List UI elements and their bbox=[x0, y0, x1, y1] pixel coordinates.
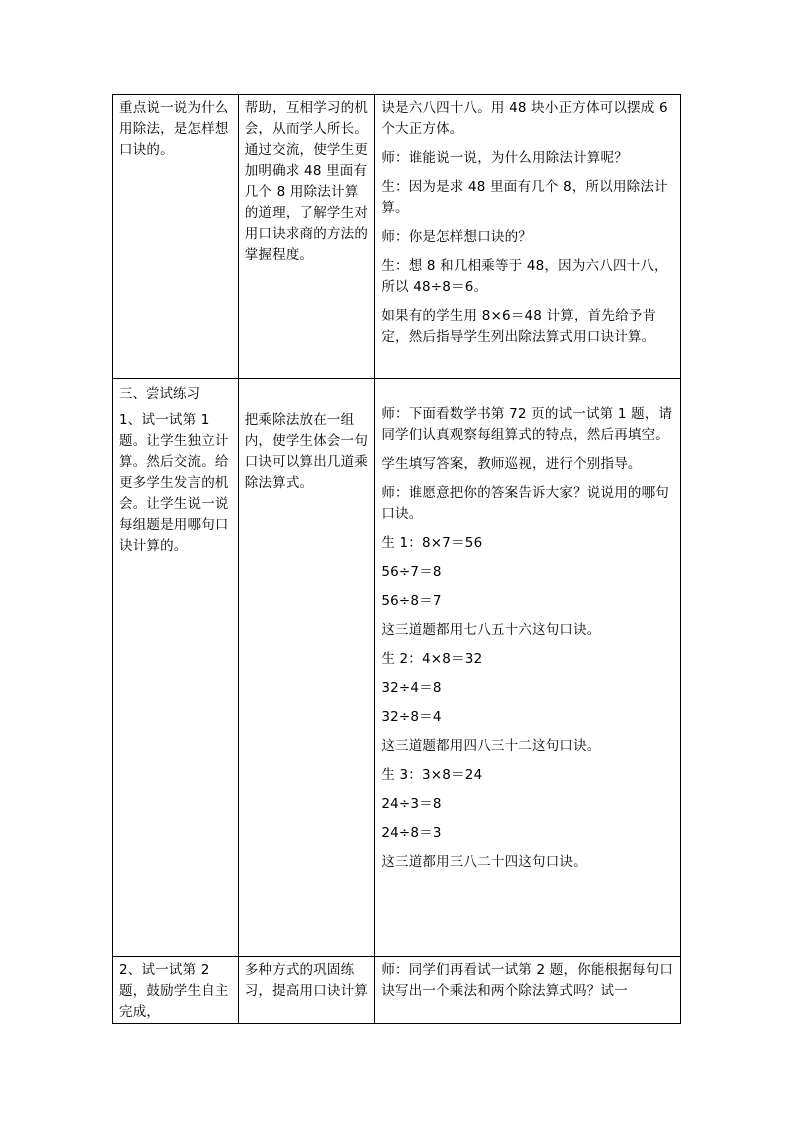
goal-text: 重点说一说为什么用除法，是怎样想口诀的。 bbox=[119, 100, 229, 158]
goal-text: 1、试一试第 1 题。让学生独立计算。然后交流。给更多学生发言的机会。让学生说一说每组题是用哪句口诀计算的。 bbox=[119, 412, 229, 554]
intent-cell bbox=[238, 95, 375, 379]
goal-cell bbox=[113, 957, 239, 1024]
process-paragraph: 师：你是怎样想口诀的？ bbox=[381, 229, 533, 245]
goal-text: 2、试一试第 2 题，鼓励学生自主完成， bbox=[119, 962, 229, 1020]
goal-cell bbox=[113, 379, 239, 957]
process-cell bbox=[375, 379, 681, 957]
process-paragraph: 56÷8＝7 bbox=[381, 593, 442, 609]
process-paragraph: 这三道题都用四八三十二这句口诀。 bbox=[381, 738, 601, 754]
table-row bbox=[113, 95, 681, 379]
goal-cell bbox=[113, 95, 239, 379]
intent-cell bbox=[238, 379, 375, 957]
process-paragraph: 师：谁能说一说，为什么用除法计算呢？ bbox=[381, 150, 628, 166]
process-paragraph: 这三道题都用七八五十六这句口诀。 bbox=[381, 622, 601, 638]
process-paragraph: 32÷4＝8 bbox=[381, 680, 442, 696]
process-paragraph: 生：想 8 和几相乘等于 48，因为六八四十八，所以 48÷8＝6。 bbox=[381, 258, 668, 295]
process-paragraph: 师：下面看数学书第 72 页的试一试第 1 题，请同学们认真观察每组算式的特点，然后再填空。 bbox=[381, 406, 673, 443]
process-paragraph: 生：因为是求 48 里面有几个 8，所以用除法计算。 bbox=[381, 179, 668, 216]
process-paragraph: 生 3：3×8＝24 bbox=[381, 767, 483, 783]
intent-text: 把乘除法放在一组内，使学生体会一句口诀可以算出几道乘除法算式。 bbox=[244, 412, 369, 491]
process-paragraph: 这三道都用三八二十四这句口诀。 bbox=[381, 854, 587, 870]
process-cell bbox=[375, 95, 681, 379]
process-paragraph: 32÷8＝4 bbox=[381, 709, 442, 725]
process-paragraph: 诀是六八四十八。用 48 块小正方体可以摆成 6 个大正方体。 bbox=[381, 100, 668, 137]
process-paragraph: 如果有的学生用 8×6＝48 计算，首先给予肯定，然后指导学生列出除法算式用口诀计算。 bbox=[381, 308, 657, 345]
table-row bbox=[113, 379, 681, 957]
process-paragraph: 生 1：8×7＝56 bbox=[381, 535, 483, 551]
lesson-plan-table bbox=[112, 94, 681, 1024]
intent-text: 多种方式的巩固练习，提高用口诀计算 bbox=[244, 962, 369, 999]
section-title: 三、尝试练习 bbox=[119, 386, 200, 402]
intent-cell bbox=[238, 957, 375, 1024]
process-paragraph: 生 2：4×8＝32 bbox=[381, 651, 483, 667]
process-paragraph: 师：谁愿意把你的答案告诉大家？说说用的哪句口诀。 bbox=[381, 485, 670, 522]
process-paragraph: 师：同学们再看试一试第 2 题，你能根据每句口诀写出一个乘法和两个除法算式吗？试一 bbox=[381, 962, 674, 999]
process-paragraph: 24÷8＝3 bbox=[381, 825, 442, 841]
process-cell bbox=[375, 957, 681, 1024]
process-paragraph: 56÷7＝8 bbox=[381, 564, 442, 580]
process-paragraph: 学生填写答案，教师巡视，进行个别指导。 bbox=[381, 456, 642, 472]
table-row bbox=[113, 957, 681, 1024]
intent-text: 帮助，互相学习的机会，从而学人所长。通过交流，使学生更加明确求 48 里面有几个 8 用除法计算的道理，了解学生对用口诀求商的方法的掌握程度。 bbox=[244, 100, 369, 263]
process-paragraph: 24÷3＝8 bbox=[381, 796, 442, 812]
